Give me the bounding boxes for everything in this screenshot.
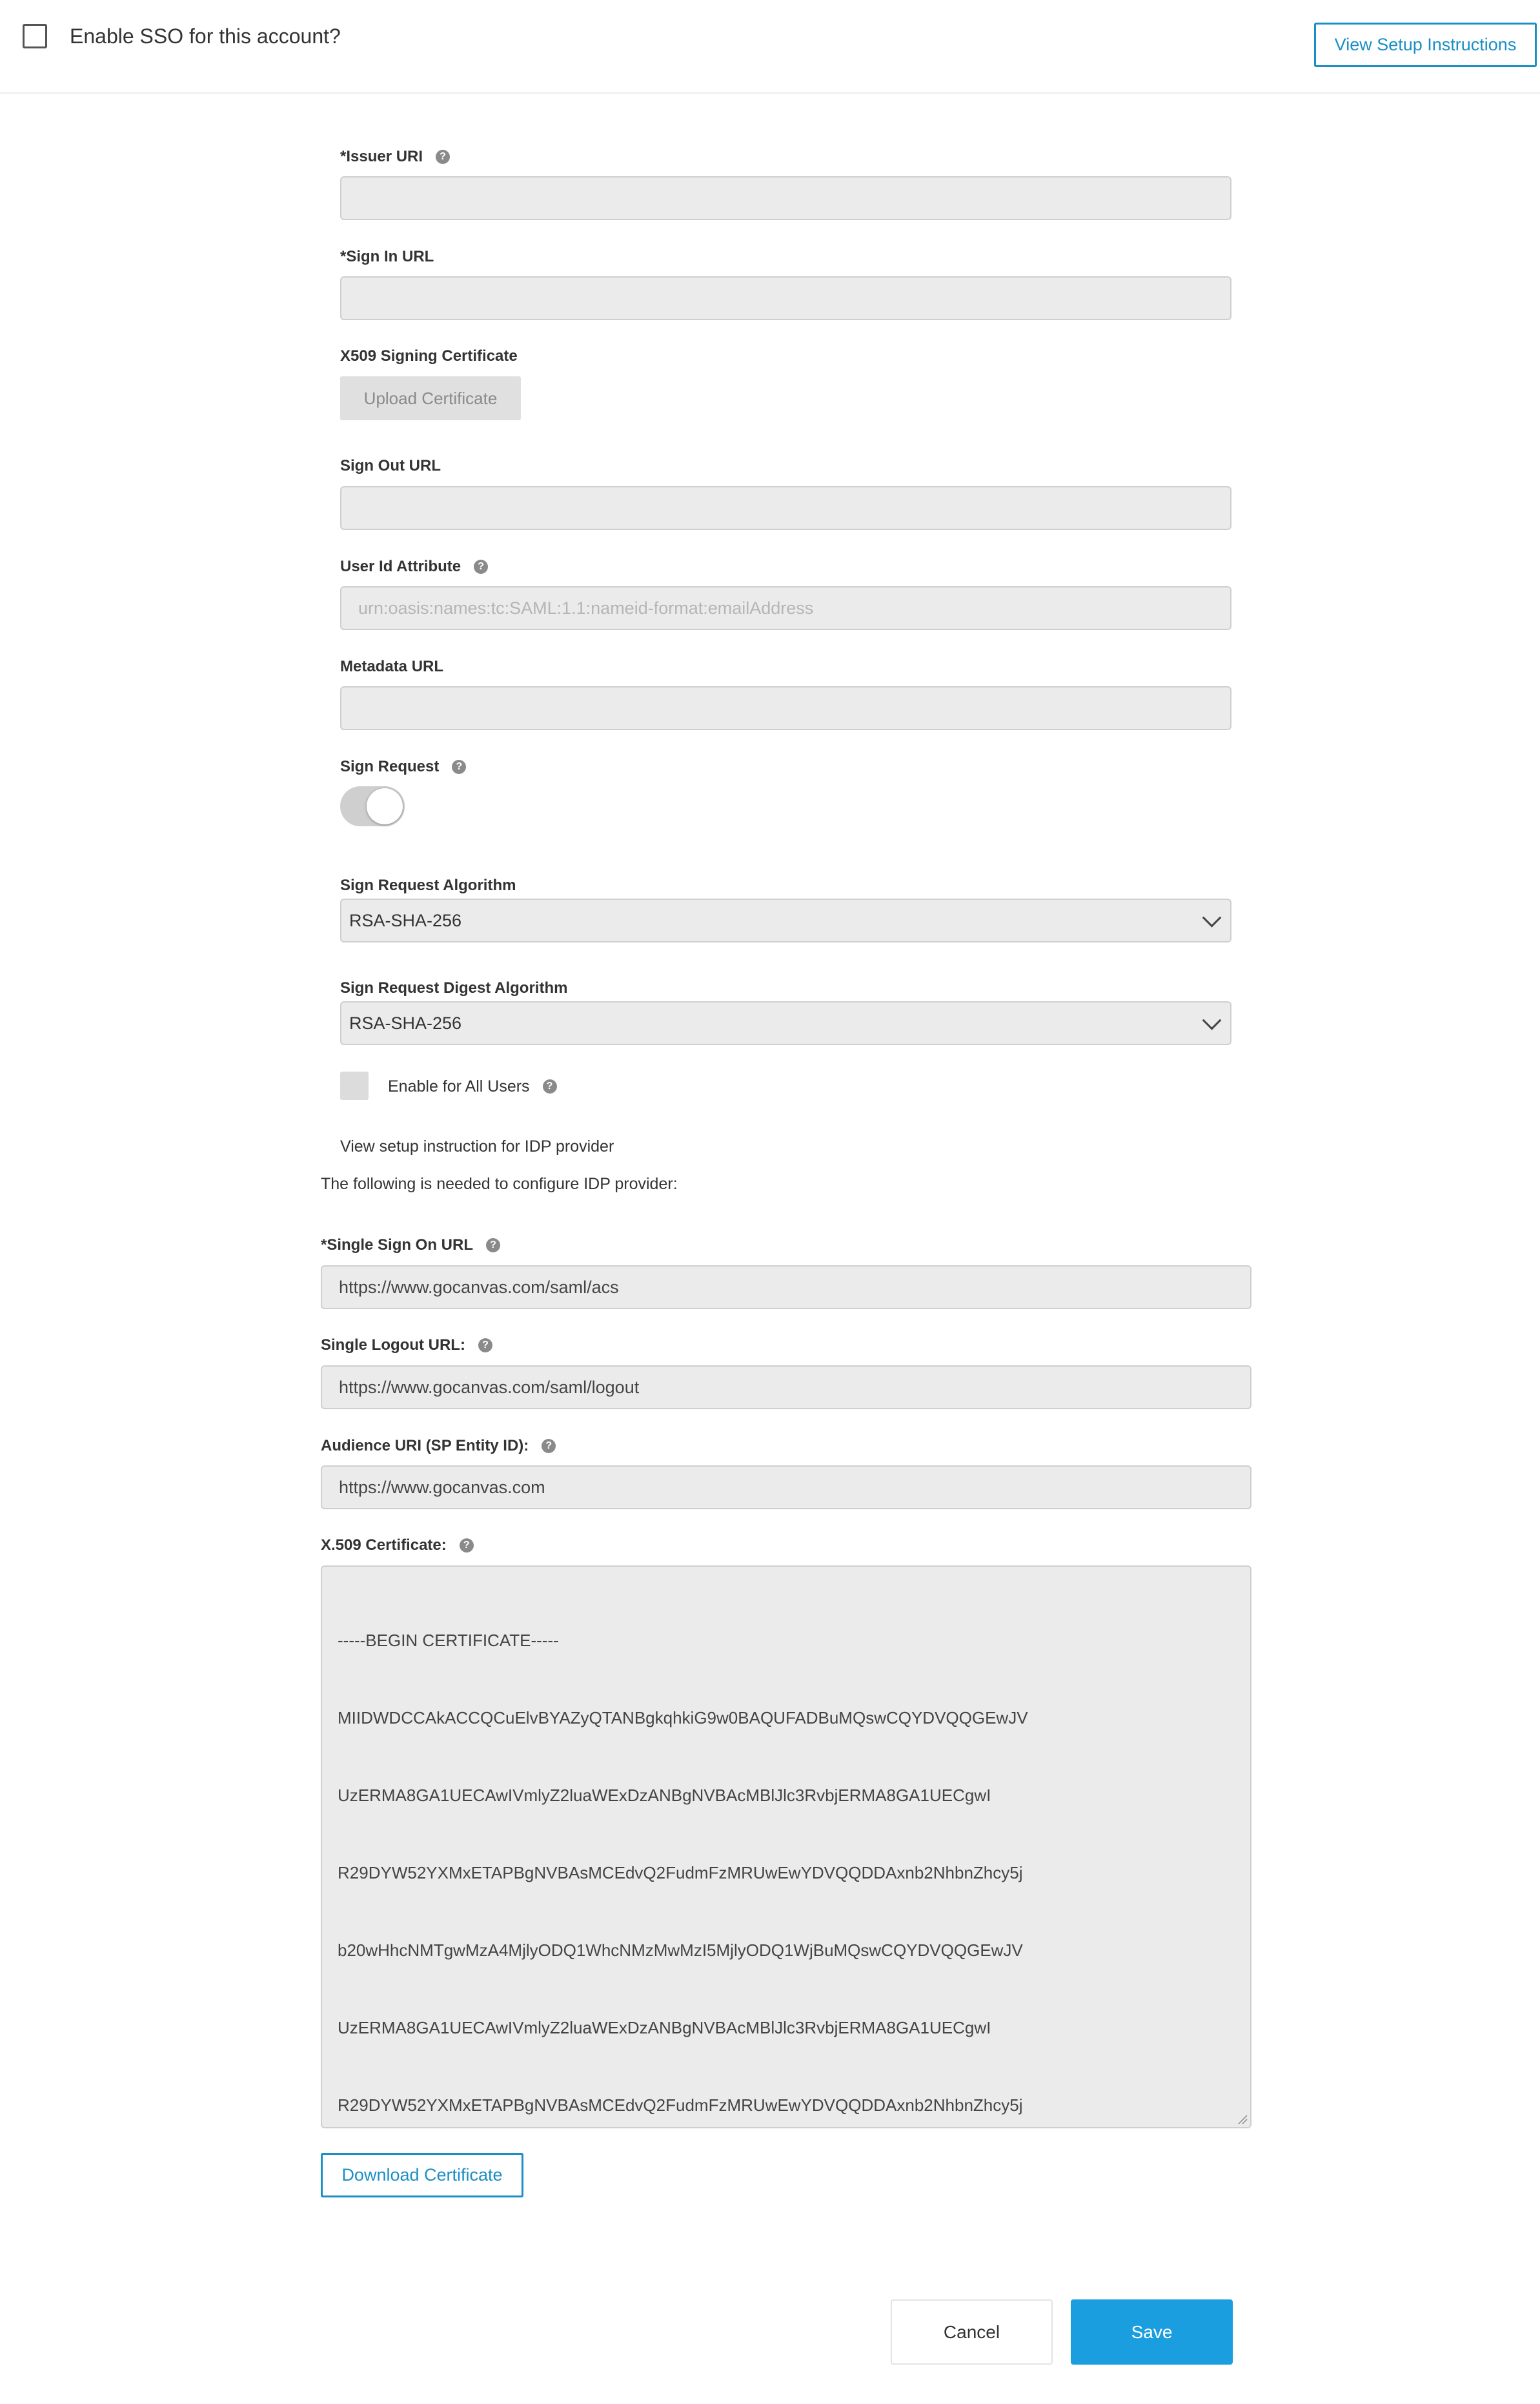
certificate-line: R29DYW52YXMxETAPBgNVBAsMCEdvQ2FudmFzMRUwEwYDVQQDDAxnb2NhbnZhcy5j xyxy=(338,2095,1023,2115)
sign-out-url-input[interactable] xyxy=(340,486,1231,530)
certificate-line: MIIDWDCCAkACCQCuElvBYAZyQTANBgkqhkiG9w0BAQUFADBuMQswCQYDVQQGEwJV xyxy=(338,1708,1028,1727)
certificate-line: b20wHhcNMTgwMzA4MjlyODQ1WhcNMzMwMzI5MjlyODQ1WjBuMQswCQYDVQQGEwJV xyxy=(338,1941,1023,1960)
help-icon[interactable]: ? xyxy=(486,1238,500,1252)
help-icon[interactable]: ? xyxy=(436,150,450,164)
issuer-uri-label: *Issuer URI ? xyxy=(340,147,450,167)
help-icon[interactable]: ? xyxy=(478,1338,492,1352)
single-sign-on-url-label: *Single Sign On URL ? xyxy=(321,1236,500,1255)
upload-certificate-button[interactable]: Upload Certificate xyxy=(340,376,521,420)
single-logout-url-input[interactable]: https://www.gocanvas.com/saml/logout xyxy=(321,1365,1251,1409)
sign-request-digest-algorithm-select[interactable] xyxy=(340,1001,1231,1045)
help-icon[interactable]: ? xyxy=(452,760,466,774)
issuer-uri-input[interactable] xyxy=(340,176,1231,220)
help-icon[interactable]: ? xyxy=(543,1079,557,1094)
user-id-attribute-input[interactable]: urn:oasis:names:tc:SAML:1.1:nameid-format:emailAddress xyxy=(340,586,1231,630)
top-bar xyxy=(0,0,1540,94)
metadata-url-label: Metadata URL xyxy=(340,658,444,675)
enable-all-users-label: Enable for All Users ? xyxy=(388,1077,557,1096)
sign-request-algorithm-select[interactable] xyxy=(340,899,1231,942)
help-icon[interactable]: ? xyxy=(460,1538,474,1553)
save-button[interactable]: Save xyxy=(1071,2299,1233,2365)
download-certificate-button[interactable]: Download Certificate xyxy=(321,2153,523,2197)
certificate-line: UzERMA8GA1UECAwIVmlyZ2luaWExDzANBgNVBAcMBlJlc3RvbjERMA8GA1UECgwI xyxy=(338,2018,991,2037)
resize-handle-icon[interactable] xyxy=(1237,2114,1248,2124)
chevron-down-icon xyxy=(1202,908,1222,928)
certificate-line: UzERMA8GA1UECAwIVmlyZ2luaWExDzANBgNVBAcMBlJlc3RvbjERMA8GA1UECgwI xyxy=(338,1786,991,1805)
x509-certificate-label: X.509 Certificate: ? xyxy=(321,1536,474,1555)
view-setup-idp-link[interactable]: View setup instruction for IDP provider xyxy=(340,1137,614,1156)
sign-request-toggle[interactable] xyxy=(340,786,405,826)
audience-uri-input[interactable]: https://www.gocanvas.com xyxy=(321,1465,1251,1509)
help-icon[interactable]: ? xyxy=(542,1439,556,1453)
single-logout-url-label: Single Logout URL: ? xyxy=(321,1336,492,1355)
enable-all-users-checkbox[interactable] xyxy=(340,1072,369,1100)
metadata-url-input[interactable] xyxy=(340,686,1231,730)
audience-uri-label: Audience URI (SP Entity ID): ? xyxy=(321,1436,556,1456)
help-icon[interactable]: ? xyxy=(474,560,488,574)
enable-sso-label: Enable SSO for this account? xyxy=(70,25,341,48)
sign-request-algorithm-label: Sign Request Algorithm xyxy=(340,877,516,894)
idp-intro-text: The following is needed to configure IDP provider: xyxy=(321,1175,678,1193)
selected-value: RSA-SHA-256 xyxy=(349,910,462,930)
toggle-knob xyxy=(367,788,403,824)
x509-signing-label: X509 Signing Certificate xyxy=(340,347,518,365)
sign-request-label: Sign Request ? xyxy=(340,757,466,777)
single-sign-on-url-input[interactable]: https://www.gocanvas.com/saml/acs xyxy=(321,1265,1251,1309)
sign-in-url-label: *Sign In URL xyxy=(340,248,434,265)
sign-request-digest-algorithm-label: Sign Request Digest Algorithm xyxy=(340,979,568,997)
enable-sso-checkbox[interactable] xyxy=(23,24,47,48)
certificate-line: R29DYW52YXMxETAPBgNVBAsMCEdvQ2FudmFzMRUwEwYDVQQDDAxnb2NhbnZhcy5j xyxy=(338,1863,1023,1882)
certificate-line: -----BEGIN CERTIFICATE----- xyxy=(338,1631,559,1650)
selected-value: RSA-SHA-256 xyxy=(349,1013,462,1033)
chevron-down-icon xyxy=(1202,1011,1222,1030)
sign-out-url-label: Sign Out URL xyxy=(340,457,441,474)
x509-certificate-textarea[interactable] xyxy=(321,1565,1251,2128)
cancel-button[interactable]: Cancel xyxy=(891,2299,1053,2365)
sign-in-url-input[interactable] xyxy=(340,276,1231,320)
user-id-attribute-label: User Id Attribute ? xyxy=(340,557,488,576)
view-setup-instructions-button[interactable]: View Setup Instructions xyxy=(1314,23,1537,67)
